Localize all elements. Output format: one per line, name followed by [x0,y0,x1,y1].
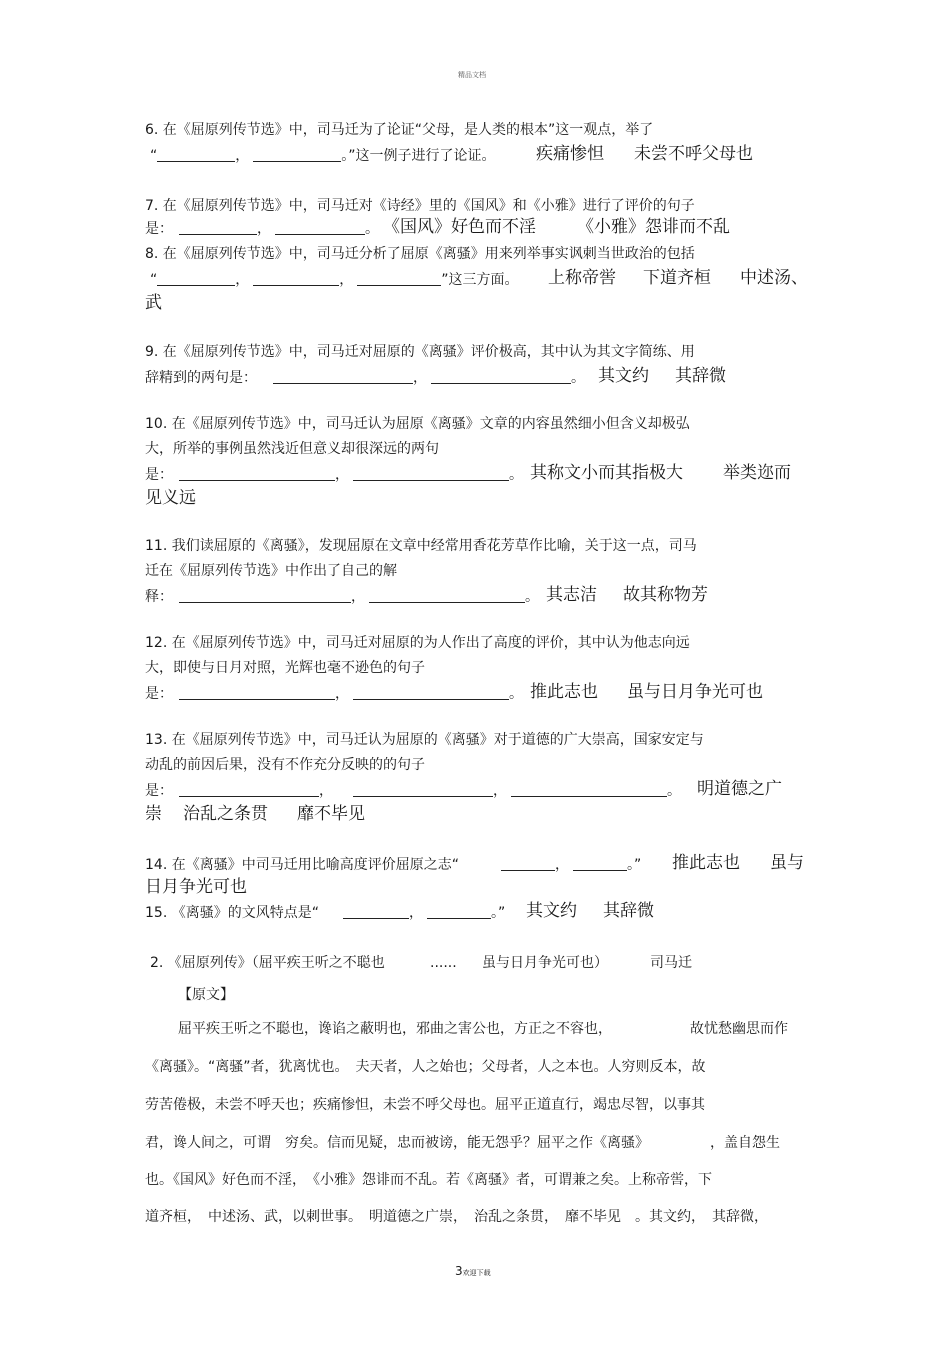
q12-answer-1: 推此志也 [530,682,598,702]
q8-answer-3: 中述汤、 [740,268,808,288]
blank [369,588,525,603]
q14-answer-2: 虽与 [770,853,804,873]
q6-prompt: 6. 在《屈原列传节选》中，司马迁为了论证“父母，是人类的根本”这一观点，举了 [145,122,654,138]
q12-prompt: 12. 在《屈原列传节选》中，司马迁对屈原的为人作出了高度的评价，其中认为他志向远 [145,635,690,651]
q13-prompt: 13. 在《屈原列传节选》中，司马迁认为屈原的《离骚》对于道德的广大崇高，国家安定与 [145,732,704,748]
original-para-line6: 道齐桓， 中述汤、武，以刺世事。 明道德之广崇， 治乱之条贯， 靡不毕见 。其文约， 其辞微， [145,1209,768,1225]
q12-prompt-2: 大，即使与日月对照，光辉也毫不逊色的句子 [145,660,425,676]
blank [353,685,509,700]
section2-ellipsis: ...... [430,955,457,971]
blank [353,782,493,797]
blank [179,466,335,481]
q9-line2: 辞精到的两句是： ， 。 [145,370,585,386]
blank [179,782,319,797]
blank [357,271,441,286]
q6-answer-1: 疾痛惨怛 [536,144,604,164]
q8-answer-2: 下道齐桓 [643,268,711,288]
q14-line1: 14. 在《离骚》中司马迁用比喻高度评价屈原之志“ ， 。” [145,857,642,873]
q6-answer-2: 未尝不呼父母也 [634,144,753,164]
blank [343,904,409,919]
q11-line3: 释： ， 。 [145,589,539,605]
q11-prompt: 11. 我们读屈原的《离骚》，发现屈原在文章中经常用香花芳草作比喻，关于这一点，司马 [145,538,697,554]
blank [573,856,627,871]
blank [157,147,235,162]
original-para-line1b: 故忧愁幽思而作 [690,1021,788,1037]
q7-answer-1: 《国风》好色而不淫 [383,217,536,237]
q8-line2: “ ， ， ”这三方面。 [150,272,519,288]
q10-line3: 是： ， 。 [145,467,523,483]
page-number: 3 [455,1264,463,1278]
q15-answer-1: 其文约 [526,901,577,921]
section2-title: 2. 《屈原列传》（屈平疾王听之不聪也 [150,955,385,971]
blank [253,147,341,162]
q10-answer-1: 其称文小而其指极大 [530,463,683,483]
blank [431,369,571,384]
blank [253,271,339,286]
blank [353,466,509,481]
q15-answer-2: 其辞微 [603,901,654,921]
q10-answer-2: 举类迩而 [723,463,791,483]
q11-answer-1: 其志洁 [546,585,597,605]
original-para-line4b: ，盖自怨生 [710,1135,780,1151]
q13-prompt-2: 动乱的前因后果，没有不作充分反映的的句子 [145,757,425,773]
original-para-line5: 也。《国风》好色而不淫， 《小雅》怨诽而不乱。若《离骚》者，可谓兼之矣。上称帝喾，下 [145,1172,712,1188]
q14-answer-2-cont: 日月争光可也 [145,877,247,897]
original-para-line3: 劳苦倦极，未尝不呼天也；疾痛惨怛，未尝不呼父母也。屈平正道直行，竭忠尽智，以事其 [145,1097,705,1113]
blank [179,685,335,700]
blank [157,271,235,286]
q13-answer-1-cont: 崇 [145,804,162,824]
original-para-line1a: 屈平疾王听之不聪也，谗谄之蔽明也，邪曲之害公也，方正之不容也， [178,1021,612,1037]
q13-answer-2: 治乱之条贯 [183,804,268,824]
page-footer [455,1262,491,1282]
q14-answer-1: 推此志也 [672,853,740,873]
q8-answer-3-cont: 武 [145,293,162,313]
original-para-line2: 《离骚》。“离骚”者，犹离忧也。 夫天者，人之始也；父母者，人之本也。人穷则反本，故 [145,1059,706,1075]
blank [179,588,351,603]
blank [273,369,413,384]
q10-prompt-2: 大，所举的事例虽然浅近但意义却很深远的两句 [145,441,439,457]
q8-prompt: 8. 在《屈原列传节选》中，司马迁分析了屈原《离骚》用来列举事实讽刺当世政治的包括 [145,246,695,262]
q13-answer-3: 靡不毕见 [297,804,365,824]
q13-line3: 是： ， ， 。 [145,783,681,799]
blank [501,856,555,871]
page-header: 精品文档 [458,71,486,79]
footer-label: 欢迎下载 [462,1269,491,1277]
q13-answer-1: 明道德之广 [697,779,782,799]
q11-answer-2: 故其称物芳 [623,585,708,605]
q12-line3: 是： ， 。 [145,686,523,702]
blank [427,904,491,919]
q6-line2: “ ， 。”这一例子进行了论证。 [150,148,496,164]
q8-answer-1: 上称帝喾 [548,268,616,288]
q7-line2: 是： ， 。 [145,221,379,237]
original-text-label: 【原文】 [178,987,234,1003]
q9-answer-2: 其辞微 [675,366,726,386]
blank [511,782,667,797]
q9-answer-1: 其文约 [598,366,649,386]
section2-title-end: 虽与日月争光可也） [482,955,608,971]
q10-prompt: 10. 在《屈原列传节选》中，司马迁认为屈原《离骚》文章的内容虽然细小但含义却极弘 [145,416,690,432]
q10-answer-2-cont: 见义远 [145,488,196,508]
q7-prompt: 7. 在《屈原列传节选》中，司马迁对《诗经》里的《国风》和《小雅》进行了评价的句子 [145,198,695,214]
blank [275,220,365,235]
q11-prompt-2: 迁在《屈原列传节选》中作出了自己的解 [145,563,397,579]
blank [179,220,257,235]
q12-answer-2: 虽与日月争光可也 [627,682,763,702]
q7-answer-2: 《小雅》怨诽而不乱 [577,217,730,237]
q9-prompt: 9. 在《屈原列传节选》中，司马迁对屈原的《离骚》评价极高，其中认为其文字简练、用 [145,344,695,360]
q15-line1: 15. 《离骚》的文风特点是“ ， 。” [145,905,506,921]
original-para-line4a: 君，谗人间之，可谓 穷矣。信而见疑，忠而被谤，能无怨乎？屈平之作《离骚》 [145,1135,649,1151]
section2-author: 司马迁 [650,955,692,971]
